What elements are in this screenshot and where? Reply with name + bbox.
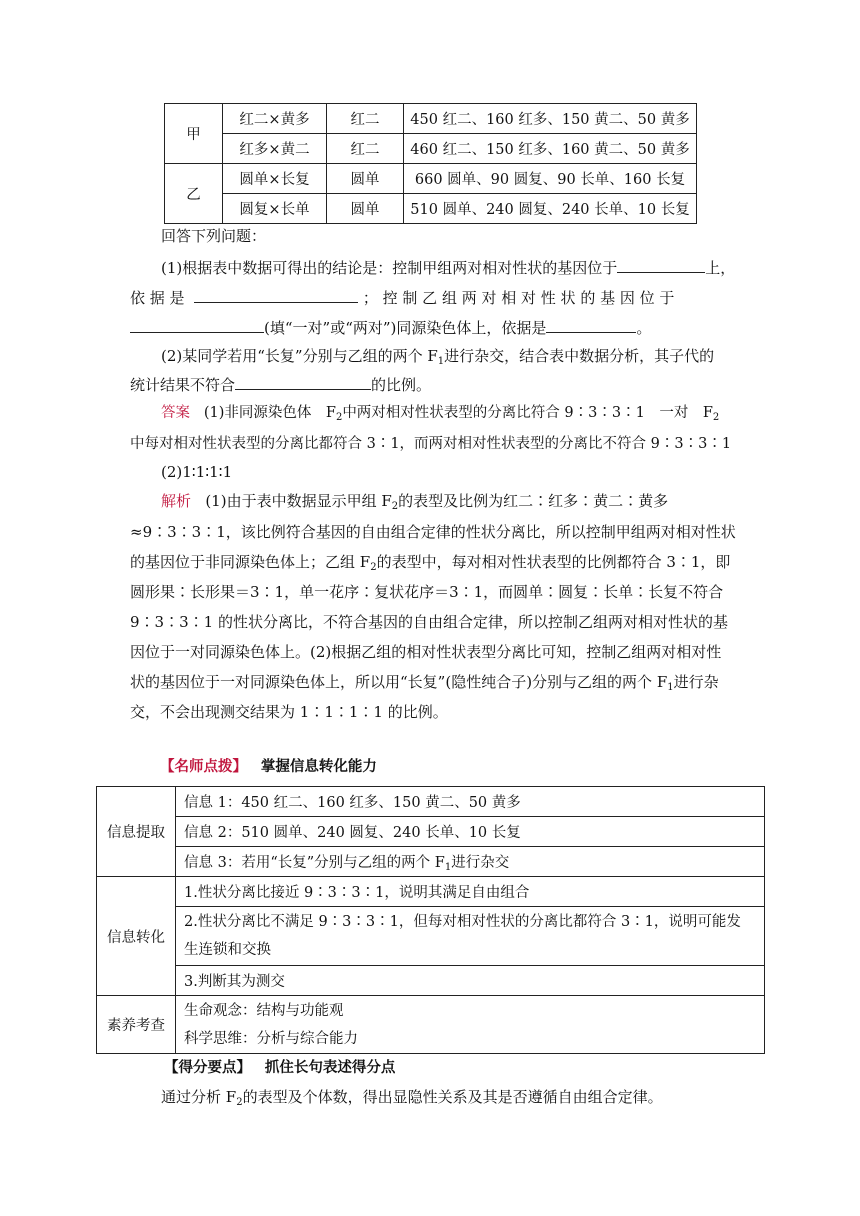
group-cell: 乙 [165,164,223,224]
cross-cell: 红二×黄多 [223,104,327,134]
score-label: 【得分要点】 [164,1059,251,1076]
row-header: 素养考查 [97,996,176,1054]
score-heading [164,1058,764,1078]
question-text: 上， [705,259,736,277]
table-row [97,847,765,877]
analysis-text: (1)由于表中数据显示甲组 F [205,492,392,510]
question-text: (2)某同学若用“长复”分别与乙组的两个 F [161,347,438,365]
subscript: 1 [444,861,452,873]
score-text [161,1087,761,1113]
table-row [165,134,697,164]
table-row [97,787,765,817]
info-cell: 1.性状分离比接近 9∶3∶3∶1，说明其满足自由组合 [176,877,765,907]
group-cell: 甲 [165,104,223,164]
f2-cell: 460 红二、150 红多、160 黄二、50 黄多 [404,134,697,164]
tip-heading [160,757,760,777]
question-text: 的比例。 [371,376,432,394]
analysis-text: 进行杂 [673,673,719,691]
answer-line-1 [161,403,761,428]
table-row [97,966,765,996]
analysis-text: 状的基因位于一对同源染色体上，所以用“长复”(隐性纯合子)分别与乙组的两个 F [130,673,668,691]
analysis-line-5: 9∶3∶3∶1 的性状分离比，不符合基因的自由组合定律，所以控制乙组两对相对性状的基 [130,613,728,631]
info-cell: 3.判断其为测交 [176,966,765,996]
cell-text: 科学思维：分析与综合能力 [184,1030,358,1047]
questions-intro: 回答下列问题： [161,227,267,245]
question-text: 。 [636,319,652,337]
info-cell [176,847,765,877]
question-1-line-2 [130,288,730,308]
analysis-line-7 [130,672,730,698]
f1-cell: 圆单 [327,194,404,224]
answer-blank [617,258,705,273]
cell-text: 进行杂交 [451,854,510,871]
question-1-line-3 [130,318,730,338]
analysis-line-2: ≈9∶3∶3∶1，该比例符合基因的自由组合定律的性状分离比，所以控制甲组两对相对性状 [130,523,736,541]
subscript: 2 [236,1097,243,1108]
cross-cell: 红多×黄二 [223,134,327,164]
answer-blank [130,318,264,333]
info-cell: 信息 1：450 红二、160 红多、150 黄二、50 黄多 [176,787,765,817]
question-2-line-2 [130,375,730,395]
score-body: 的表型及个体数，得出显隐性关系及其是否遵循自由组合定律。 [242,1088,663,1106]
tip-title: 掌握信息转化能力 [260,758,377,775]
table-row [165,194,697,224]
analysis-line-8: 交，不会出现测交结果为 1∶1∶1∶1 的比例。 [130,703,448,721]
table-row [97,996,765,1054]
subscript: 2 [712,412,720,423]
cell-text: 信息 3：若用“长复”分别与乙组的两个 F [184,854,445,871]
table-row [165,164,697,194]
answer-text: 中两对相对性状表型的分离比符合 9∶3∶3∶1 一对 F [342,405,713,421]
question-text: 进行杂交，结合表中数据分析，其子代的 [444,347,715,365]
subscript: 2 [335,412,343,423]
answer-blank [194,288,358,303]
cell-text: 生命观念：结构与功能观 [184,1002,344,1019]
analysis-text: 的基因位于非同源染色体上；乙组 F [130,553,371,571]
cell-text: 2.性状分离比不满足 9∶3∶3∶1，但每对相对性状的分离比都符合 3∶1，说明可能发 [184,914,741,930]
answer-line-3: (2)1∶1∶1∶1 [161,463,233,481]
answer-label: 答案 [161,405,190,421]
f2-cell: 510 圆单、240 圆复、240 长单、10 长复 [404,194,697,224]
score-title: 抓住长句表述得分点 [264,1059,396,1076]
subscript: 2 [391,501,399,512]
subscript: 2 [370,562,377,573]
question-1-line-1 [161,258,761,278]
cell-text: 生连锁和交换 [184,942,271,958]
info-cell: 信息 2：510 圆单、240 圆复、240 长单、10 长复 [176,817,765,847]
analysis-label: 解析 [161,492,192,510]
info-transform-table [96,786,765,1054]
table-row [97,817,765,847]
tip-label: 【名师点拨】 [160,758,247,775]
answer-line-2: 中每对相对性状表型的分离比都符合 3∶1，而两对相对性状表型的分离比不符合 9∶3∶3∶1 [130,436,732,452]
f1-cell: 红二 [327,104,404,134]
analysis-text: 的表型中，每对相对性状表型的比例都符合 3∶1，即 [376,553,731,571]
cross-cell: 圆单×长复 [223,164,327,194]
table-row [97,907,765,966]
score-body: 通过分析 F [161,1088,237,1106]
question-text: 统计结果不符合 [130,376,236,394]
question-text: (填“一对”或“两对”)同源染色体上，依据是 [264,319,547,337]
question-text: (1)根据表中数据可得出的结论是：控制甲组两对相对性状的基因位于 [161,259,618,277]
analysis-text: 的表型及比例为红二∶红多∶黄二∶黄多 [398,492,669,510]
info-cell [176,996,765,1054]
row-header: 信息转化 [97,877,176,996]
question-text: 依 据 是 [130,289,185,307]
subscript: 1 [437,356,445,367]
genetics-cross-table [164,103,697,224]
f1-cell: 红二 [327,134,404,164]
cross-cell: 圆复×长单 [223,194,327,224]
question-text: ； 控 制 乙 组 两 对 相 对 性 状 的 基 因 位 于 [362,289,675,307]
table-row [165,104,697,134]
f1-cell: 圆单 [327,164,404,194]
analysis-line-3 [130,552,730,578]
f2-cell: 660 圆单、90 圆复、90 长单、160 长复 [404,164,697,194]
subscript: 1 [667,682,674,693]
answer-blank [235,375,371,390]
row-header: 信息提取 [97,787,176,877]
analysis-line-1 [161,491,761,517]
answer-blank [546,318,636,333]
question-2-line-1 [161,346,761,372]
analysis-line-4: 圆形果∶长形果＝3∶1，单一花序∶复状花序＝3∶1，而圆单∶圆复∶长单∶长复不符合 [130,583,724,601]
info-cell [176,907,765,966]
answer-text: (1)非同源染色体 F [203,405,336,421]
table-row [97,877,765,907]
f2-cell: 450 红二、160 红多、150 黄二、50 黄多 [404,104,697,134]
analysis-line-6: 因位于一对同源染色体上。(2)根据乙组的相对性状表型分离比可知，控制乙组两对相对性 [130,643,722,661]
